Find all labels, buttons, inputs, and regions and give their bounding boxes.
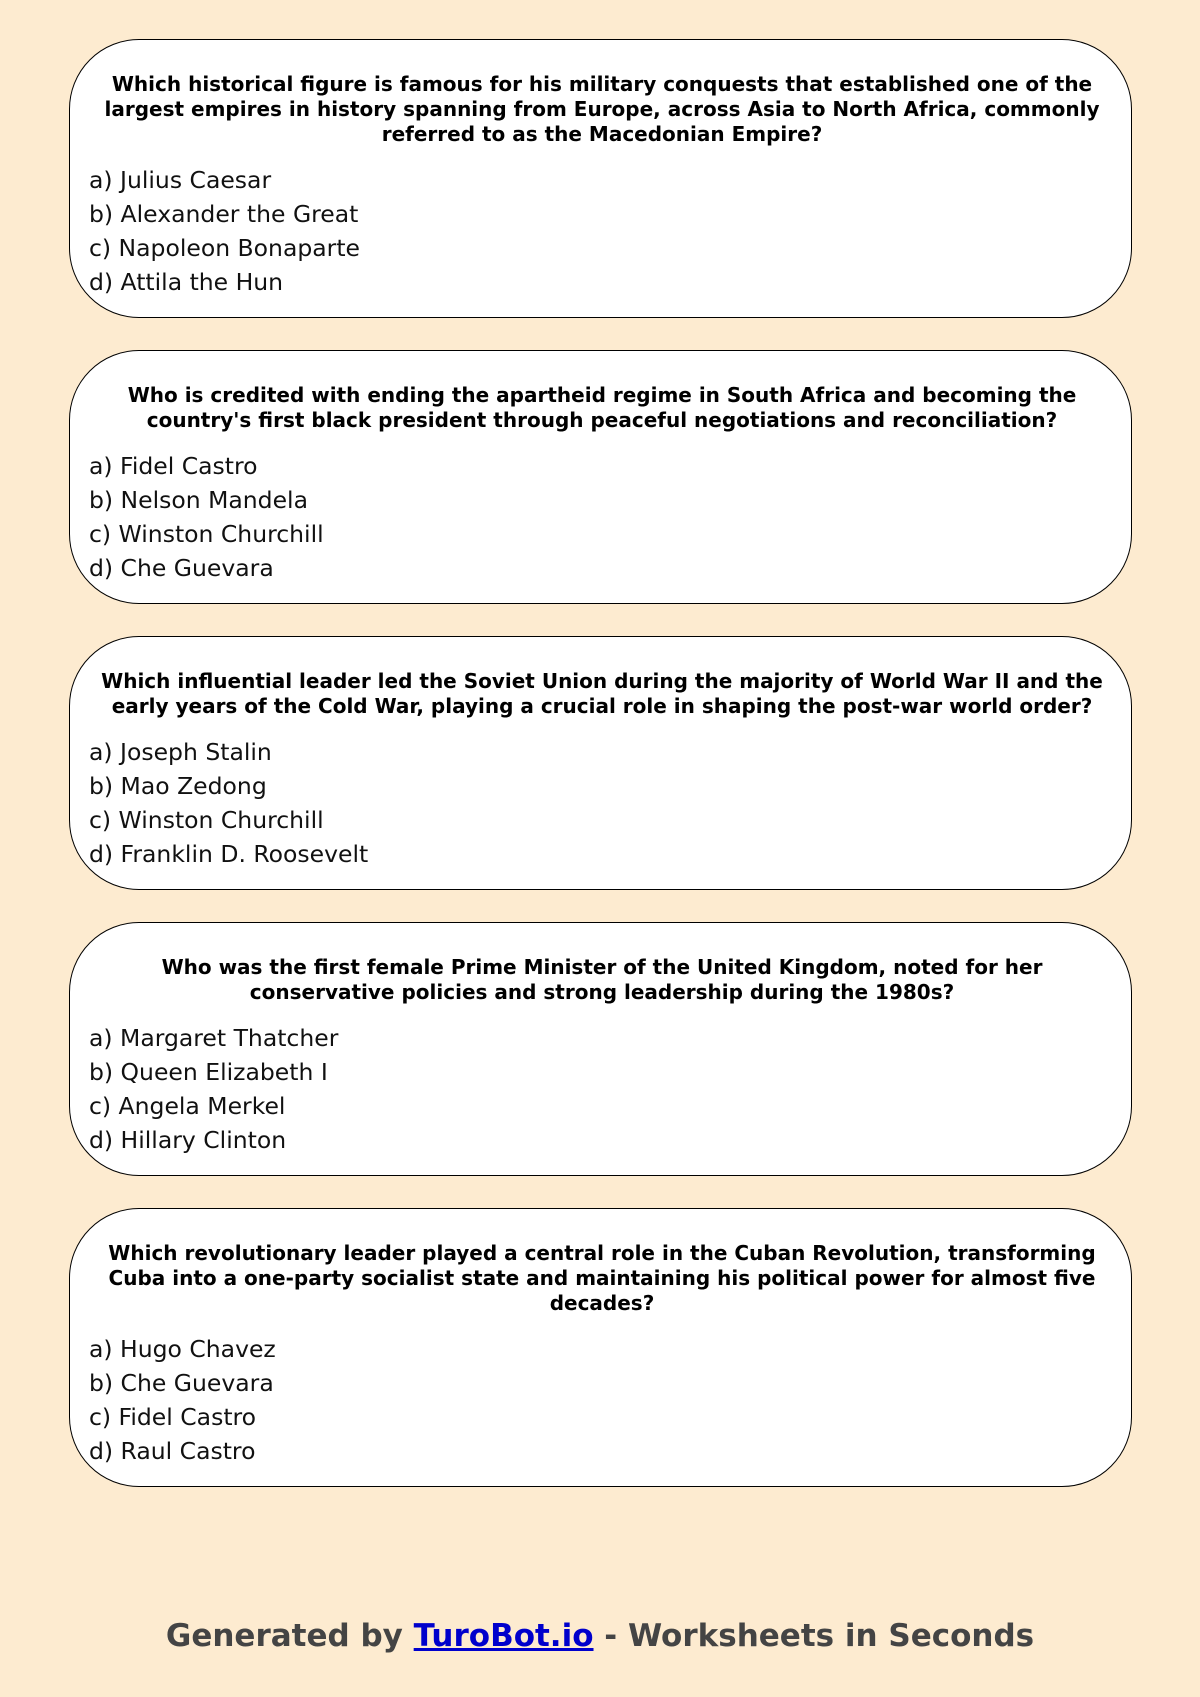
answer-option: b) Nelson Mandela bbox=[89, 486, 308, 514]
question-card bbox=[69, 922, 1132, 1176]
answer-options bbox=[89, 1021, 1115, 1157]
question-text: Which historical figure is famous for his military conquests that established one of the largest empires in history spanning from Europe, across Asia to North Africa, commonly referred to as the Macedonian Empire? bbox=[104, 72, 1100, 146]
answer-option: c) Angela Merkel bbox=[89, 1092, 286, 1120]
answer-option: a) Julius Caesar bbox=[89, 166, 272, 194]
turobot-link[interactable]: TuroBot.io bbox=[413, 1618, 594, 1654]
answer-option: a) Fidel Castro bbox=[89, 452, 258, 480]
answer-option: c) Fidel Castro bbox=[89, 1403, 257, 1431]
answer-options bbox=[89, 163, 1115, 299]
answer-options bbox=[89, 735, 1115, 871]
answer-option: b) Alexander the Great bbox=[89, 200, 359, 228]
question-text: Who is credited with ending the apartheid regime in South Africa and becoming the country's first black president through peaceful negotiations and reconciliation? bbox=[127, 383, 1077, 432]
question-card bbox=[69, 39, 1132, 318]
footer bbox=[0, 1618, 1200, 1654]
question-text: Which revolutionary leader played a central role in the Cuban Revolution, transforming Cuba into a one-party socialist state and maintaining his political power for almost five decades? bbox=[108, 1241, 1096, 1315]
answer-option: d) Raul Castro bbox=[89, 1437, 256, 1465]
answer-option: a) Joseph Stalin bbox=[89, 738, 272, 766]
answer-options bbox=[89, 1332, 1115, 1468]
answer-option: b) Queen Elizabeth I bbox=[89, 1058, 328, 1086]
answer-option: c) Winston Churchill bbox=[89, 806, 324, 834]
footer-prefix: Generated by bbox=[165, 1618, 414, 1654]
answer-option: d) Franklin D. Roosevelt bbox=[89, 840, 369, 868]
answer-option: b) Che Guevara bbox=[89, 1369, 274, 1397]
question-text: Which influential leader led the Soviet Union during the majority of World War II and the early years of the Cold War, playing a crucial role in shaping the post-war world order? bbox=[101, 669, 1103, 718]
question-card bbox=[69, 350, 1132, 604]
question-card bbox=[69, 1208, 1132, 1487]
answer-option: d) Attila the Hun bbox=[89, 268, 284, 296]
answer-option: c) Winston Churchill bbox=[89, 520, 324, 548]
question-list bbox=[69, 39, 1132, 1519]
answer-option: b) Mao Zedong bbox=[89, 772, 267, 800]
answer-option: a) Margaret Thatcher bbox=[89, 1024, 339, 1052]
answer-options bbox=[89, 449, 1115, 585]
answer-option: a) Hugo Chavez bbox=[89, 1335, 276, 1363]
footer-suffix: - Worksheets in Seconds bbox=[593, 1618, 1035, 1654]
question-card bbox=[69, 636, 1132, 890]
answer-option: d) Che Guevara bbox=[89, 554, 274, 582]
question-text: Who was the first female Prime Minister of the United Kingdom, noted for her conservative policies and strong leadership during the 1980s? bbox=[161, 955, 1043, 1004]
answer-option: d) Hillary Clinton bbox=[89, 1126, 287, 1154]
answer-option: c) Napoleon Bonaparte bbox=[89, 234, 361, 262]
